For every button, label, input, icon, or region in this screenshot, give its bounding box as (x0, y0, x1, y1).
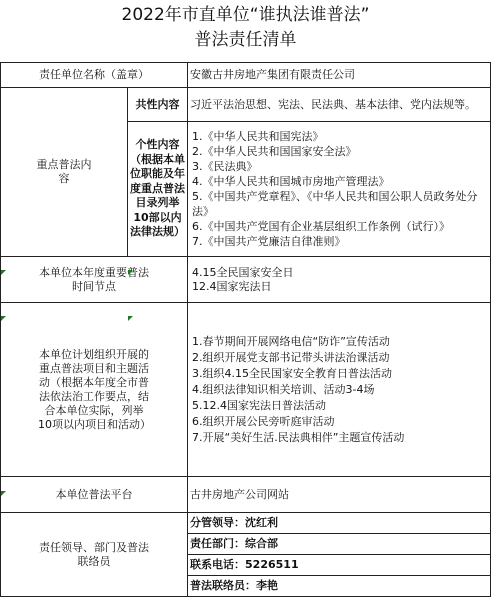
list-item: 5.12.4国家宪法日普法活动 (192, 398, 327, 412)
cell-comment-marker (128, 270, 133, 275)
list-item: 7.开展“美好生活.民法典相伴”主题宣传活动 (192, 430, 405, 444)
list-item: 7.《中国共产党廉洁自律准则》 (192, 235, 346, 248)
responsibility-table (0, 62, 491, 597)
dates-label: 本单位本年度重要普法时间节点 (1, 257, 188, 303)
list-item: 4.《中华人民共和国城市房地产管理法》 (192, 175, 390, 188)
title-line-1: 2022年市直单位“谁执法谁普法” (121, 5, 370, 25)
contacts-label: 责任领导、部门及普法联络员 (1, 513, 188, 597)
cell-comment-marker (1, 270, 6, 275)
platform-value: 古井房地产公司网站 (188, 477, 491, 513)
activities-label: 本单位计划组织开展的重点普法项目和主题活动（根据本年度全市普法依法治工作要点，结合本单位实际，列举10项以内项目和活动） (1, 303, 188, 477)
phone-field: 联系电话：5226511 (188, 555, 491, 576)
cell-comment-marker (1, 491, 6, 496)
list-item: 2.《中华人民共和国国家安全法》 (192, 145, 357, 158)
list-item: 2.组织开展党支部书记带头讲法治课活动 (192, 350, 390, 364)
activities-list (188, 303, 491, 477)
title-line-2: 普法责任清单 (194, 30, 297, 50)
unit-name-value: 安徽古井房地产集团有限责任公司 (188, 63, 491, 88)
list-item: 6.组织开展公民旁听庭审活动 (192, 414, 335, 428)
list-item: 4.组织法律知识相关培训、活动3-4场 (192, 382, 375, 396)
focus-content-label: 重点普法内容 (1, 88, 128, 257)
department-field: 责任部门：综合部 (188, 534, 491, 555)
platform-label: 本单位普法平台 (1, 477, 188, 513)
list-item: 6.《中国共产党国有企业基层组织工作条例（试行）》 (192, 220, 451, 233)
common-content-label: 共性内容 (128, 88, 188, 122)
leader-field: 分管领导：沈红利 (188, 513, 491, 534)
list-item: 1.春节期间开展网络电信“防诈”宣传活动 (192, 334, 390, 348)
list-item: 12.4国家宪法日 (192, 279, 272, 293)
common-content-value: 习近平法治思想、宪法、民法典、基本法律、党内法规等。 (188, 88, 491, 122)
liaison-field: 普法联络员：李艳 (188, 576, 491, 597)
cell-comment-marker (1, 316, 6, 321)
list-item: 3.组织4.15全民国家安全教育日普法活动 (192, 366, 393, 380)
list-item: 4.15全民国家安全日 (192, 265, 294, 279)
dates-list (188, 257, 491, 303)
list-item: 法》 (192, 205, 215, 218)
unit-name-label: 责任单位名称（盖章） (1, 63, 188, 88)
cell-comment-marker (128, 316, 133, 321)
list-item: 3.《民法典》 (192, 160, 258, 173)
list-item: 5.《中国共产党章程》、《中华人民共和国公职人员政务处分 (192, 190, 478, 203)
special-content-label: 个性内容（根据本单位职能及年度重点普法目录列举10部以内法律法规） (128, 122, 188, 257)
list-item: 1.《中华人民共和国宪法》 (192, 130, 324, 143)
special-content-list (188, 122, 491, 257)
